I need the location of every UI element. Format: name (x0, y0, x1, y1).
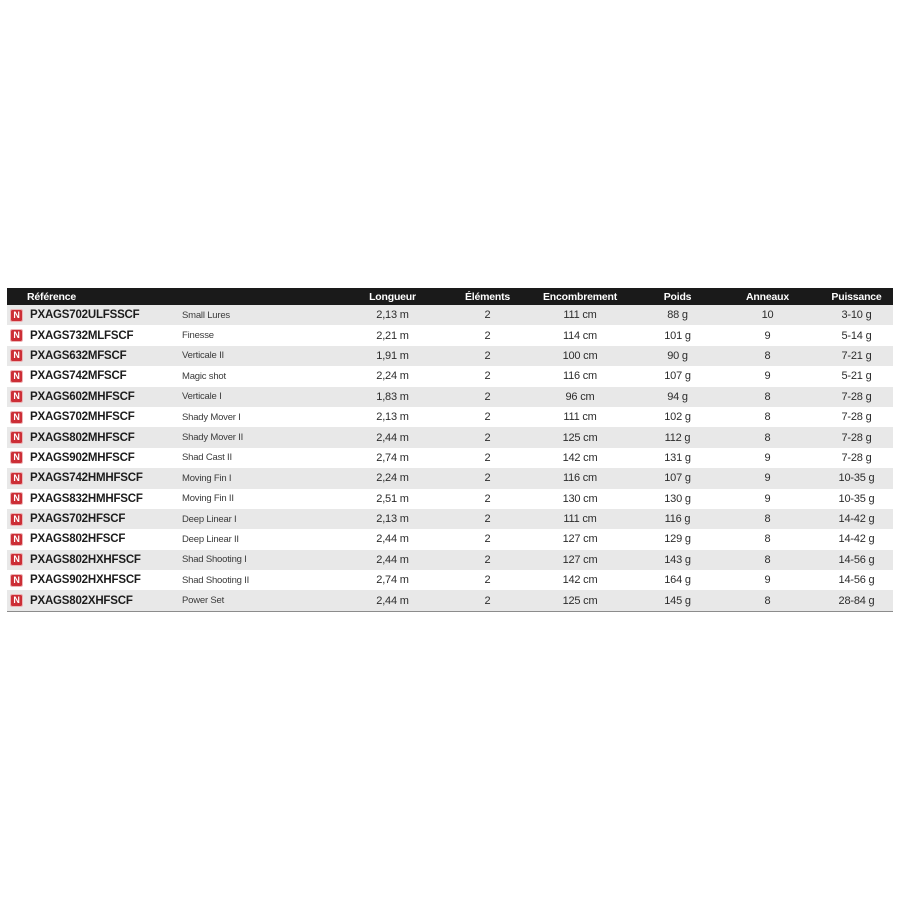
table-row (7, 448, 893, 468)
length-value: 2,44 m (376, 594, 409, 607)
transport-length-value: 127 cm (562, 533, 598, 546)
guides-value: 9 (764, 574, 771, 587)
sections-value: 2 (484, 472, 491, 485)
reference-code: PXAGS702ULFSSCF (30, 309, 140, 322)
header-longueur: Longueur (369, 290, 416, 303)
guides-value: 10 (761, 309, 774, 322)
weight-value: 145 g (664, 594, 691, 607)
weight-value: 143 g (664, 553, 691, 566)
table-row (7, 468, 893, 488)
model-name: Verticale I (182, 391, 222, 403)
reference-cell (7, 472, 182, 485)
model-name: Deep Linear I (182, 513, 237, 525)
reference-cell (7, 349, 182, 362)
reference-cell (7, 411, 182, 424)
reference-code: PXAGS702HFSCF (30, 513, 126, 526)
guides-value: 9 (764, 370, 771, 383)
guides-value: 9 (764, 329, 771, 342)
length-value: 2,44 m (376, 431, 409, 444)
model-name: Small Lures (182, 309, 230, 321)
guides-value: 9 (764, 492, 771, 505)
table-row (7, 387, 893, 407)
transport-length-value: 125 cm (562, 594, 598, 607)
new-badge-icon: N (10, 390, 23, 403)
transport-length-value: 130 cm (562, 492, 598, 505)
casting-weight-value: 14-56 g (838, 553, 875, 566)
model-name: Finesse (182, 330, 214, 342)
header-elements: Éléments (464, 290, 511, 303)
sections-value: 2 (484, 349, 491, 362)
weight-value: 90 g (667, 349, 688, 362)
length-value: 2,13 m (376, 411, 409, 424)
weight-value: 130 g (664, 492, 691, 505)
model-name: Deep Linear II (182, 533, 239, 545)
sections-value: 2 (484, 329, 491, 342)
transport-length-value: 116 cm (562, 472, 598, 485)
guides-value: 8 (764, 513, 771, 526)
reference-cell (7, 329, 182, 342)
header-anneaux: Anneaux (746, 290, 789, 303)
weight-value: 164 g (664, 574, 691, 587)
sections-value: 2 (484, 553, 491, 566)
table-row (7, 590, 893, 610)
table-row (7, 529, 893, 549)
table-row (7, 407, 893, 427)
weight-value: 107 g (664, 472, 691, 485)
sections-value: 2 (484, 309, 491, 322)
reference-cell (7, 431, 182, 444)
new-badge-icon: N (10, 553, 23, 566)
casting-weight-value: 10-35 g (838, 492, 875, 505)
reference-code: PXAGS802HFSCF (30, 533, 126, 546)
casting-weight-value: 28-84 g (838, 594, 875, 607)
casting-weight-value: 14-42 g (838, 513, 875, 526)
casting-weight-value: 14-56 g (838, 574, 875, 587)
reference-cell (7, 390, 182, 403)
model-name: Verticale II (182, 350, 224, 362)
length-value: 2,44 m (376, 533, 409, 546)
casting-weight-value: 7-28 g (841, 451, 872, 464)
reference-cell (7, 594, 182, 607)
sections-value: 2 (484, 390, 491, 403)
guides-value: 8 (764, 594, 771, 607)
weight-value: 116 g (664, 513, 691, 526)
reference-cell (7, 309, 182, 322)
transport-length-value: 114 cm (562, 329, 598, 342)
weight-value: 107 g (664, 370, 691, 383)
length-value: 2,51 m (376, 492, 409, 505)
casting-weight-value: 3-10 g (841, 309, 872, 322)
new-badge-icon: N (10, 349, 23, 362)
new-badge-icon: N (10, 411, 23, 424)
reference-code: PXAGS902HXHFSCF (30, 574, 141, 587)
table-body (7, 305, 893, 612)
transport-length-value: 125 cm (562, 431, 598, 444)
product-spec-table (7, 288, 893, 612)
sections-value: 2 (484, 431, 491, 444)
weight-value: 129 g (664, 533, 691, 546)
table-row (7, 570, 893, 590)
reference-cell (7, 513, 182, 526)
weight-value: 88 g (667, 309, 688, 322)
reference-code: PXAGS732MLFSCF (30, 329, 134, 342)
length-value: 2,44 m (376, 553, 409, 566)
length-value: 2,13 m (376, 309, 409, 322)
weight-value: 102 g (664, 411, 691, 424)
casting-weight-value: 7-21 g (841, 349, 872, 362)
reference-cell (7, 492, 182, 505)
table-row (7, 305, 893, 325)
new-badge-icon: N (10, 309, 23, 322)
casting-weight-value: 7-28 g (841, 411, 872, 424)
model-name: Shad Cast II (182, 452, 232, 464)
new-badge-icon: N (10, 533, 23, 546)
header-encombrement: Encombrement (542, 290, 618, 303)
sections-value: 2 (484, 411, 491, 424)
sections-value: 2 (484, 451, 491, 464)
length-value: 1,83 m (376, 390, 409, 403)
reference-cell (7, 553, 182, 566)
header-puissance: Puissance (831, 290, 882, 303)
casting-weight-value: 10-35 g (838, 472, 875, 485)
reference-code: PXAGS802HXHFSCF (30, 553, 141, 566)
table-row (7, 366, 893, 386)
reference-cell (7, 451, 182, 464)
model-name: Moving Fin II (182, 493, 234, 505)
length-value: 1,91 m (376, 349, 409, 362)
guides-value: 9 (764, 472, 771, 485)
guides-value: 8 (764, 553, 771, 566)
new-badge-icon: N (10, 431, 23, 444)
sections-value: 2 (484, 533, 491, 546)
guides-value: 8 (764, 533, 771, 546)
model-name: Shad Shooting I (182, 554, 247, 566)
reference-cell (7, 533, 182, 546)
reference-code: PXAGS702MHFSCF (30, 411, 135, 424)
reference-cell (7, 370, 182, 383)
reference-code: PXAGS902MHFSCF (30, 451, 135, 464)
table-header-row (7, 288, 893, 305)
table-row (7, 427, 893, 447)
reference-code: PXAGS602MHFSCF (30, 390, 135, 403)
guides-value: 8 (764, 390, 771, 403)
table-row (7, 489, 893, 509)
weight-value: 131 g (664, 451, 691, 464)
casting-weight-value: 7-28 g (841, 390, 872, 403)
new-badge-icon: N (10, 370, 23, 383)
transport-length-value: 127 cm (562, 553, 598, 566)
sections-value: 2 (484, 370, 491, 383)
reference-code: PXAGS832HMHFSCF (30, 492, 143, 505)
header-poids: Poids (663, 290, 692, 303)
length-value: 2,74 m (376, 574, 409, 587)
new-badge-icon: N (10, 594, 23, 607)
sections-value: 2 (484, 594, 491, 607)
model-name: Power Set (182, 595, 225, 607)
transport-length-value: 111 cm (563, 513, 597, 526)
casting-weight-value: 14-42 g (838, 533, 875, 546)
guides-value: 8 (764, 411, 771, 424)
table-row (7, 509, 893, 529)
guides-value: 8 (764, 349, 771, 362)
length-value: 2,13 m (376, 513, 409, 526)
guides-value: 8 (764, 431, 771, 444)
new-badge-icon: N (10, 472, 23, 485)
sections-value: 2 (484, 513, 491, 526)
weight-value: 101 g (664, 329, 691, 342)
reference-code: PXAGS802XHFSCF (30, 594, 133, 607)
model-name: Magic shot (182, 370, 226, 382)
length-value: 2,74 m (376, 451, 409, 464)
table-row (7, 550, 893, 570)
transport-length-value: 96 cm (565, 390, 595, 403)
length-value: 2,21 m (376, 329, 409, 342)
reference-cell (7, 574, 182, 587)
new-badge-icon: N (10, 329, 23, 342)
transport-length-value: 111 cm (563, 309, 597, 322)
table-row (7, 346, 893, 366)
reference-code: PXAGS632MFSCF (30, 349, 127, 362)
model-name: Shad Shooting II (182, 574, 250, 586)
reference-code: PXAGS742MFSCF (30, 370, 127, 383)
new-badge-icon: N (10, 513, 23, 526)
sections-value: 2 (484, 574, 491, 587)
weight-value: 112 g (664, 431, 691, 444)
header-reference: Référence (27, 290, 76, 303)
transport-length-value: 142 cm (562, 574, 598, 587)
weight-value: 94 g (667, 390, 688, 403)
reference-code: PXAGS802MHFSCF (30, 431, 135, 444)
transport-length-value: 142 cm (562, 451, 598, 464)
length-value: 2,24 m (376, 472, 409, 485)
sections-value: 2 (484, 492, 491, 505)
new-badge-icon: N (10, 451, 23, 464)
transport-length-value: 111 cm (563, 411, 597, 424)
new-badge-icon: N (10, 492, 23, 505)
casting-weight-value: 7-28 g (841, 431, 872, 444)
transport-length-value: 100 cm (562, 349, 598, 362)
model-name: Moving Fin I (182, 472, 232, 484)
length-value: 2,24 m (376, 370, 409, 383)
casting-weight-value: 5-14 g (841, 329, 872, 342)
model-name: Shady Mover I (182, 411, 241, 423)
casting-weight-value: 5-21 g (841, 370, 872, 383)
table-row (7, 325, 893, 345)
guides-value: 9 (764, 451, 771, 464)
transport-length-value: 116 cm (562, 370, 598, 383)
reference-code: PXAGS742HMHFSCF (30, 472, 143, 485)
model-name: Shady Mover II (182, 432, 244, 444)
new-badge-icon: N (10, 574, 23, 587)
